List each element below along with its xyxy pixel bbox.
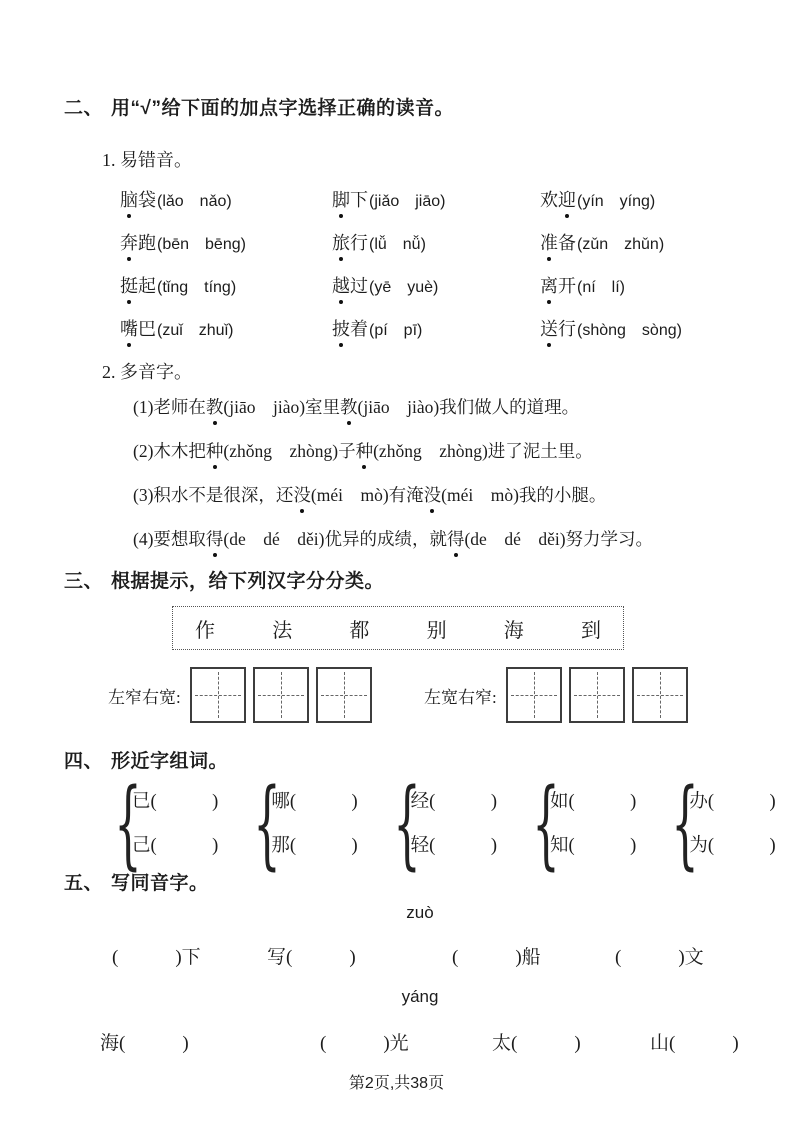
xingjinzi-pair bbox=[271, 785, 357, 863]
sentence-hanzi-dotted: 得 bbox=[205, 529, 224, 549]
xingjinzi-line: 如( ) bbox=[549, 792, 637, 812]
page-footer: 第2页,共38页 bbox=[348, 1075, 445, 1092]
yicuoyin-grid bbox=[120, 186, 682, 341]
word-hanzi: 行 bbox=[558, 319, 576, 339]
word-hanzi-dotted: 准 bbox=[540, 229, 558, 255]
word-pinyin-options: (jiǎo jiāo) bbox=[369, 193, 446, 210]
word-hanzi: 开 bbox=[558, 276, 576, 296]
writing-grid-label-right: 左宽右窄: bbox=[424, 687, 497, 707]
xingjinzi-line: 那( ) bbox=[271, 836, 358, 856]
pinyin-word-item bbox=[332, 315, 540, 341]
pinyin-word-item bbox=[540, 229, 682, 255]
word-hanzi: 着 bbox=[350, 319, 368, 339]
xingjinzi-pair bbox=[411, 785, 497, 863]
xingjinzi-line: 哪( ) bbox=[271, 792, 358, 812]
tongyinzi-blank: 太( ) bbox=[492, 1033, 581, 1054]
section5-number: 五、 bbox=[64, 873, 104, 894]
sentence-segment: (2)木木把 bbox=[133, 441, 206, 461]
xingjinzi-line: 为( ) bbox=[689, 836, 776, 856]
sentence-segment: (zhǒng zhòng)进了泥土里。 bbox=[373, 441, 593, 461]
tianzige-box bbox=[190, 667, 246, 723]
xingjinzi-pair bbox=[132, 785, 218, 863]
sentence-segment: (méi mò)我的小腿。 bbox=[441, 485, 607, 505]
xingjinzi-pair bbox=[550, 785, 636, 863]
section3-heading bbox=[64, 566, 384, 593]
sentence-hanzi-dotted: 教 bbox=[205, 397, 224, 417]
word-hanzi: 备 bbox=[558, 233, 576, 253]
tongyinzi-blank: 山( ) bbox=[650, 1033, 739, 1054]
word-hanzi: 行 bbox=[350, 233, 368, 253]
sentence-segment: (jiāo jiào)室里 bbox=[223, 397, 341, 417]
sentence-segment: (jiāo jiào)我们做人的道理。 bbox=[357, 397, 580, 417]
tongyinzi-row-yang bbox=[0, 1028, 793, 1058]
tongyinzi-row-zuo bbox=[0, 942, 793, 972]
word-hanzi-dotted: 奔 bbox=[120, 229, 138, 255]
section4-title: 形近字组词。 bbox=[111, 751, 229, 772]
brace-glyph: { bbox=[671, 768, 700, 880]
pinyin-label-zuo: zuò bbox=[406, 903, 434, 922]
word-hanzi-dotted: 脚 bbox=[332, 186, 350, 212]
pinyin-word-item bbox=[332, 229, 540, 255]
section5-title: 写同音字。 bbox=[111, 873, 209, 894]
word-pinyin-options: (yē yuè) bbox=[369, 279, 439, 296]
classify-hanzi: 到 bbox=[580, 619, 601, 642]
brace-glyph: { bbox=[253, 768, 282, 880]
xingjinzi-group bbox=[245, 768, 358, 880]
pinyin-word-item bbox=[540, 186, 682, 212]
xingjinzi-line: 轻( ) bbox=[410, 836, 497, 856]
tianzige-box bbox=[632, 667, 688, 723]
pinyin-word-item bbox=[332, 272, 540, 298]
pinyin-label-yang: yáng bbox=[401, 987, 439, 1006]
duoyinzi-sentences bbox=[133, 396, 653, 572]
section4-number: 四、 bbox=[64, 751, 104, 772]
xingjinzi-groups bbox=[106, 768, 776, 880]
sentence-hanzi-dotted: 教 bbox=[340, 397, 358, 417]
sentence-hanzi-dotted: 种 bbox=[355, 441, 374, 461]
word-pinyin-options: (zǔn zhǔn) bbox=[577, 236, 665, 253]
sentence-segment: (méi mò)有淹 bbox=[310, 485, 424, 505]
word-hanzi: 起 bbox=[138, 276, 156, 296]
tianzige-box bbox=[316, 667, 372, 723]
sentence-hanzi-dotted: 没 bbox=[293, 485, 311, 505]
word-hanzi: 过 bbox=[350, 276, 368, 296]
xingjinzi-group bbox=[106, 768, 219, 880]
duoyinzi-sentence bbox=[133, 440, 653, 463]
xingjinzi-line: 经( ) bbox=[410, 792, 497, 812]
word-hanzi: 跑 bbox=[138, 233, 156, 253]
sentence-hanzi-dotted: 种 bbox=[205, 441, 224, 461]
brace-glyph: { bbox=[114, 768, 142, 880]
xingjinzi-line: 办( ) bbox=[689, 792, 776, 812]
section3-number: 三、 bbox=[64, 571, 104, 592]
xingjinzi-line: 知( ) bbox=[549, 836, 637, 856]
word-pinyin-options: (zuǐ zhuǐ) bbox=[157, 322, 234, 339]
word-hanzi: 袋 bbox=[138, 190, 156, 210]
word-pinyin-options: (shòng sòng) bbox=[577, 322, 682, 339]
word-pinyin-options: (yín yíng) bbox=[577, 193, 656, 210]
xingjinzi-line: 己( ) bbox=[132, 836, 219, 856]
xingjinzi-group bbox=[385, 768, 497, 880]
pinyin-word-item bbox=[120, 229, 332, 255]
tongyinzi-blank: ( )船 bbox=[452, 947, 541, 968]
word-hanzi-dotted: 嘴 bbox=[120, 315, 138, 341]
xingjinzi-line: 已( ) bbox=[132, 792, 219, 812]
sentence-segment: (de dé děi)优异的成绩，就 bbox=[223, 529, 447, 549]
xingjinzi-group bbox=[663, 768, 776, 880]
word-pinyin-options: (pí pī) bbox=[369, 322, 423, 339]
word-hanzi-dotted: 迎 bbox=[558, 186, 576, 212]
classify-hanzi: 都 bbox=[349, 619, 370, 642]
word-pinyin-options: (ní lí) bbox=[577, 279, 626, 296]
xingjinzi-pair bbox=[689, 785, 775, 863]
section2-title: 用“√”给下面的加点字选择正确的读音。 bbox=[111, 98, 454, 119]
classify-hanzi: 海 bbox=[503, 619, 524, 642]
tianzige-box bbox=[569, 667, 625, 723]
word-hanzi-dotted: 挺 bbox=[120, 272, 138, 298]
word-pinyin-options: (tǐng tíng) bbox=[157, 279, 237, 296]
pinyin-word-item bbox=[540, 272, 682, 298]
word-pinyin-options: (bēn bēng) bbox=[157, 236, 246, 253]
writing-grid-row bbox=[190, 667, 372, 723]
sentence-segment: (zhǒng zhòng)子 bbox=[223, 441, 356, 461]
writing-grid-group-right bbox=[424, 666, 688, 724]
pinyin-word-item bbox=[120, 315, 332, 341]
sub-label-yicuoyin: 1. 易错音。 bbox=[102, 150, 192, 170]
classify-hanzi: 别 bbox=[426, 619, 447, 642]
hanzi-box bbox=[172, 606, 624, 650]
brace-glyph: { bbox=[532, 768, 560, 880]
section5-heading bbox=[64, 868, 209, 895]
tongyinzi-blank: 海( ) bbox=[100, 1033, 189, 1054]
word-pinyin-options: (lǎo nǎo) bbox=[157, 193, 232, 210]
word-hanzi-dotted: 披 bbox=[332, 315, 350, 341]
word-hanzi-dotted: 旅 bbox=[332, 229, 350, 255]
tongyinzi-blank: ( )文 bbox=[615, 947, 704, 968]
duoyinzi-sentence bbox=[133, 528, 653, 551]
brace-glyph: { bbox=[392, 768, 421, 880]
word-hanzi-dotted: 越 bbox=[332, 272, 350, 298]
writing-grid-group-left bbox=[108, 666, 372, 724]
word-hanzi-dotted: 送 bbox=[540, 315, 558, 341]
sentence-segment: (4)要想取 bbox=[133, 529, 206, 549]
tongyinzi-blank: 写( ) bbox=[267, 947, 356, 968]
tongyinzi-blank: ( )下 bbox=[112, 947, 201, 968]
pinyin-word-item bbox=[120, 186, 332, 212]
duoyinzi-sentence bbox=[133, 396, 653, 419]
section3-title: 根据提示，给下列汉字分分类。 bbox=[111, 571, 385, 592]
section4-heading bbox=[64, 746, 228, 773]
section2-heading bbox=[64, 93, 454, 120]
sentence-hanzi-dotted: 得 bbox=[446, 529, 465, 549]
tongyinzi-blank: ( )光 bbox=[320, 1033, 409, 1054]
pinyin-word-item bbox=[332, 186, 540, 212]
sentence-segment: (de dé děi)努力学习。 bbox=[464, 529, 654, 549]
section2-number: 二、 bbox=[64, 98, 104, 119]
pinyin-word-item bbox=[540, 315, 682, 341]
writing-grid-label-left: 左窄右宽: bbox=[108, 687, 181, 707]
sentence-hanzi-dotted: 没 bbox=[423, 485, 442, 505]
word-hanzi: 下 bbox=[350, 190, 368, 210]
xingjinzi-group bbox=[524, 768, 637, 880]
sub-label-duoyinzi: 2. 多音字。 bbox=[102, 362, 192, 382]
tianzige-box bbox=[253, 667, 309, 723]
tianzige-box bbox=[506, 667, 562, 723]
sentence-segment: (3)积水不是很深，还 bbox=[133, 485, 294, 505]
duoyinzi-sentence bbox=[133, 484, 653, 507]
classify-hanzi: 作 bbox=[195, 619, 215, 642]
word-hanzi-dotted: 脑 bbox=[120, 186, 138, 212]
word-hanzi: 欢 bbox=[540, 190, 558, 210]
word-hanzi: 巴 bbox=[138, 319, 156, 339]
writing-grid-row bbox=[506, 667, 688, 723]
word-hanzi-dotted: 离 bbox=[540, 272, 558, 298]
classify-hanzi: 法 bbox=[272, 619, 293, 642]
word-pinyin-options: (lǚ nǚ) bbox=[369, 236, 426, 253]
pinyin-word-item bbox=[120, 272, 332, 298]
sentence-segment: (1)老师在 bbox=[133, 397, 206, 417]
